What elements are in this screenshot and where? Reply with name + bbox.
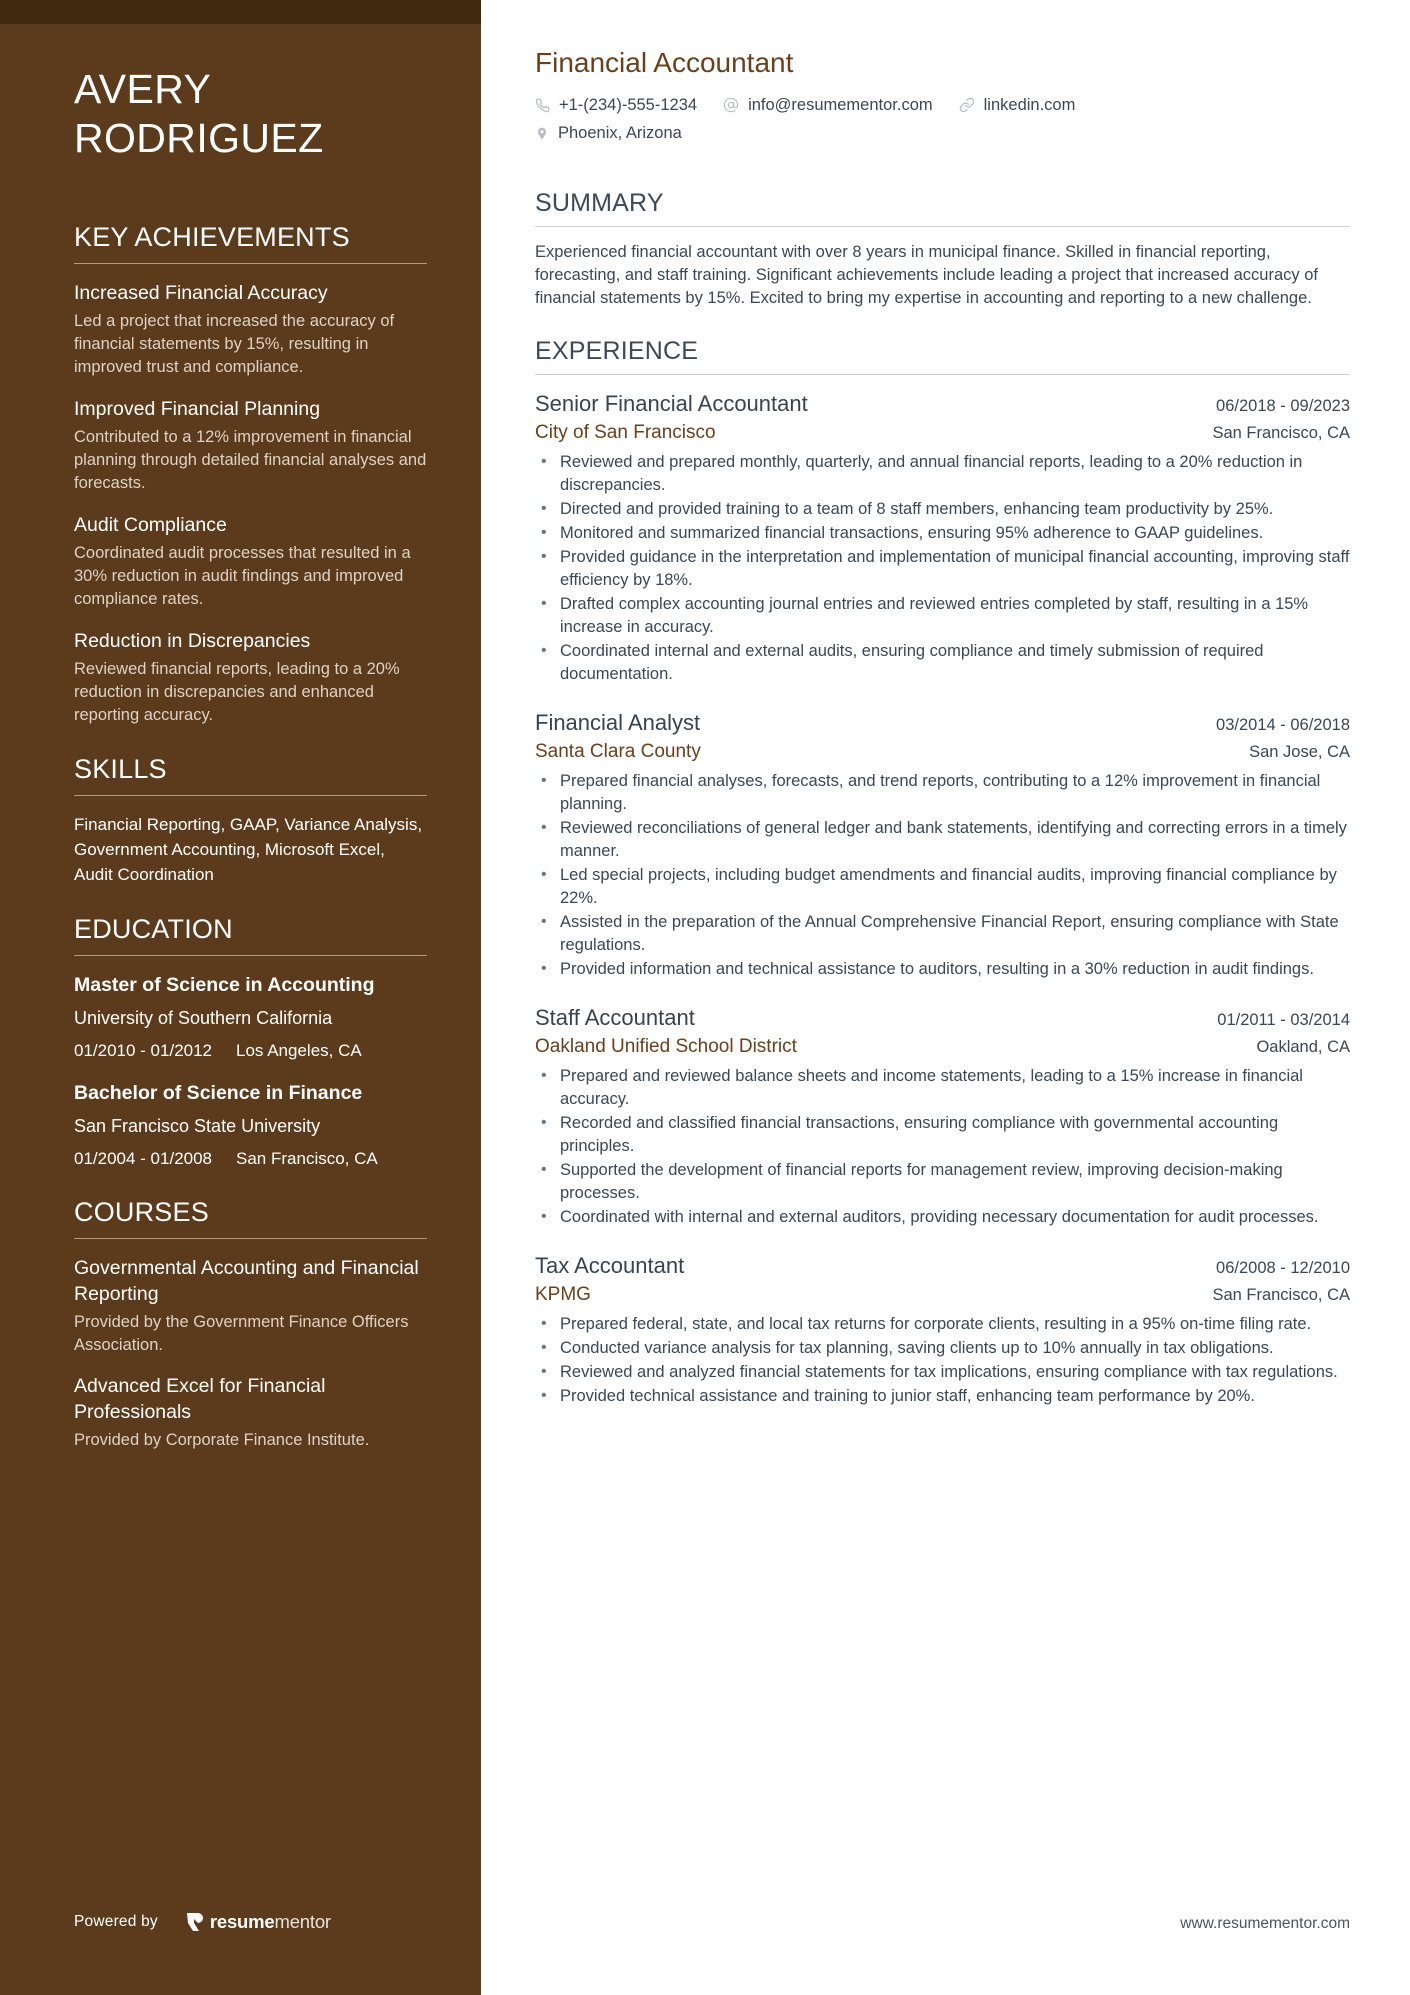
contact-website[interactable] (959, 94, 1076, 116)
education-meta (74, 1040, 427, 1062)
experience-item (535, 1003, 1350, 1229)
education-item (74, 972, 427, 1062)
education-school: San Francisco State University (74, 1116, 321, 1136)
experience-company: KPMG (535, 1284, 591, 1305)
achievement-description: Contributed to a 12% improvement in financial planning through detailed financial analyses and forecasts. (74, 428, 427, 492)
experience-company: City of San Francisco (535, 422, 716, 443)
experience-dates: 06/2018 - 09/2023 (1216, 397, 1350, 415)
contact-info (535, 94, 1350, 144)
education-degree: Master of Science in Accounting (74, 974, 375, 996)
education-section (74, 913, 427, 1170)
education-school: University of Southern California (74, 1008, 333, 1028)
experience-item (535, 389, 1350, 686)
experience-dates: 06/2008 - 12/2010 (1216, 1259, 1350, 1277)
experience-company-row (535, 1281, 1350, 1309)
experience-bullet: • Recorded and classified financial transactions, ensuring compliance with governmental accounting principles. (535, 1112, 1350, 1158)
experience-role: Financial Analyst (535, 710, 701, 735)
experience-company-row (535, 1033, 1350, 1061)
summary-heading: SUMMARY (535, 188, 1350, 227)
achievement-item (74, 512, 427, 611)
experience-item (535, 1251, 1350, 1408)
contact-location-text: Phoenix, Arizona (558, 124, 682, 142)
contact-row-location (535, 122, 1350, 144)
course-description: Provided by Corporate Finance Institute. (74, 1431, 370, 1449)
achievement-item (74, 396, 427, 495)
powered-by-label: Powered by (74, 1913, 158, 1930)
experience-bullet: • Prepared federal, state, and local tax returns for corporate clients, resulting in a 95% on-time filing rate. (535, 1313, 1350, 1336)
summary-text: Experienced financial accountant with over 8 years in municipal finance. Skilled in financial reporting, forecasting, and staff training. Significant achievements include leading a project that increased accuracy of financial statements by 15%. Excited to bring my expertise in accounting and reporting to a new challenge. (535, 243, 1318, 307)
summary-section (535, 188, 1350, 310)
experience-role-row (535, 708, 1350, 738)
resumementor-logo-icon (186, 1912, 204, 1932)
experience-bullet: • Reviewed and prepared monthly, quarterly, and annual financial reports, leading to a 20% reduction in discrepancies. (535, 451, 1350, 497)
experience-bullet: • Coordinated with internal and external auditors, providing necessary documentation for audit processes. (535, 1206, 1350, 1229)
candidate-name (74, 65, 427, 163)
experience-heading: EXPERIENCE (535, 336, 1350, 375)
resumementor-logo (186, 1911, 331, 1933)
contact-row-primary (535, 94, 1350, 116)
contact-email-text: info@resumementor.com (748, 96, 933, 114)
experience-location: San Francisco, CA (1212, 1286, 1350, 1304)
achievement-title: Increased Financial Accuracy (74, 282, 328, 304)
candidate-last-name: RODRIGUEZ (74, 115, 324, 161)
education-heading: EDUCATION (74, 913, 427, 956)
key-achievements-section (74, 221, 427, 727)
course-item (74, 1373, 427, 1452)
experience-bullet: • Provided information and technical assistance to auditors, resulting in a 30% reduction in audit findings. (535, 958, 1350, 981)
achievement-description: Led a project that increased the accuracy of financial statements by 15%, resulting in improved trust and compliance. (74, 312, 395, 376)
contact-phone-text: +1-(234)-555-1234 (559, 96, 698, 114)
course-title: Governmental Accounting and Financial Reporting (74, 1257, 419, 1305)
sidebar (0, 0, 481, 1995)
experience-role-row (535, 1003, 1350, 1033)
resumementor-logo-text (210, 1911, 331, 1933)
achievement-item (74, 280, 427, 379)
map-pin-icon (535, 125, 549, 142)
experience-bullet: • Prepared and reviewed balance sheets and income statements, leading to a 15% increase in financial accuracy. (535, 1065, 1350, 1111)
courses-heading: COURSES (74, 1196, 427, 1239)
experience-location: San Francisco, CA (1212, 424, 1350, 442)
sidebar-footer (74, 1911, 331, 1933)
course-title: Advanced Excel for Financial Professionals (74, 1375, 326, 1423)
achievement-description: Coordinated audit processes that resulted in a 30% reduction in audit findings and improved compliance rates. (74, 544, 411, 608)
experience-section (535, 336, 1350, 1408)
experience-company-row (535, 738, 1350, 766)
experience-location: San Jose, CA (1249, 743, 1350, 761)
at-sign-icon (723, 97, 739, 113)
experience-bullet: • Directed and provided training to a team of 8 staff members, enhancing team productivity by 25%. (535, 498, 1350, 521)
experience-bullet: • Supported the development of financial reports for management review, improving decision-making processes. (535, 1159, 1350, 1205)
experience-bullet: • Monitored and summarized financial transactions, ensuring 95% adherence to GAAP guidelines. (535, 522, 1350, 545)
course-item (74, 1255, 427, 1357)
skills-section (74, 753, 427, 887)
achievement-title: Audit Compliance (74, 514, 227, 536)
achievement-title: Improved Financial Planning (74, 398, 321, 420)
experience-dates: 01/2011 - 03/2014 (1217, 1011, 1350, 1029)
education-item (74, 1080, 427, 1170)
skills-list: Financial Reporting, GAAP, Variance Analysis, Government Accounting, Microsoft Excel, Audit Coordination (74, 815, 423, 884)
course-description: Provided by the Government Finance Officers Association. (74, 1313, 409, 1354)
phone-icon (535, 98, 550, 113)
skills-heading: SKILLS (74, 753, 427, 796)
experience-bullet: • Prepared financial analyses, forecasts, and trend reports, contributing to a 12% improvement in financial planning. (535, 770, 1350, 816)
experience-bullet: • Reviewed and analyzed financial statements for tax implications, ensuring compliance with tax regulations. (535, 1361, 1350, 1384)
link-icon (959, 97, 975, 113)
experience-bullets (535, 770, 1350, 981)
achievement-title: Reduction in Discrepancies (74, 630, 311, 652)
education-dates: 01/2010 - 01/2012 (74, 1041, 213, 1060)
experience-bullet: • Provided guidance in the interpretation and implementation of municipal financial accounting, improving staff efficiency by 18%. (535, 546, 1350, 592)
experience-role-row (535, 389, 1350, 419)
key-achievements-heading: KEY ACHIEVEMENTS (74, 221, 427, 264)
contact-location (535, 122, 682, 144)
education-location: Los Angeles, CA (236, 1041, 362, 1060)
experience-bullet: • Led special projects, including budget amendments and financial audits, improving financial compliance by 22%. (535, 864, 1350, 910)
experience-company-row (535, 419, 1350, 447)
experience-bullet: • Provided technical assistance and training to junior staff, enhancing team performance by 20%. (535, 1385, 1350, 1408)
experience-dates: 03/2014 - 06/2018 (1216, 716, 1350, 734)
experience-bullet: • Assisted in the preparation of the Annual Comprehensive Financial Report, ensuring compliance with State regulations. (535, 911, 1350, 957)
experience-bullet: • Coordinated internal and external audits, ensuring compliance and timely submission of required documentation. (535, 640, 1350, 686)
experience-item (535, 708, 1350, 981)
experience-company: Santa Clara County (535, 741, 701, 762)
experience-bullet: • Reviewed reconciliations of general ledger and bank statements, identifying and correcting errors in a timely manner. (535, 817, 1350, 863)
education-dates: 01/2004 - 01/2008 (74, 1149, 213, 1168)
sidebar-top-accent-bar (0, 0, 481, 24)
job-title: Financial Accountant (535, 47, 794, 78)
main-footer-website: www.resumementor.com (1180, 1915, 1350, 1932)
experience-location: Oakland, CA (1256, 1038, 1350, 1056)
achievement-item (74, 628, 427, 727)
contact-phone[interactable] (535, 94, 697, 116)
logo-light-part: mentor (274, 1911, 331, 1932)
experience-bullets (535, 451, 1350, 686)
education-location: San Francisco, CA (236, 1149, 378, 1168)
experience-bullet: • Drafted complex accounting journal entries and reviewed entries completed by staff, resulting in a 15% increase in accuracy. (535, 593, 1350, 639)
experience-role: Senior Financial Accountant (535, 391, 808, 416)
courses-section (74, 1196, 427, 1452)
experience-role: Staff Accountant (535, 1005, 695, 1030)
achievement-description: Reviewed financial reports, leading to a 20% reduction in discrepancies and enhanced reporting accuracy. (74, 660, 400, 724)
education-degree: Bachelor of Science in Finance (74, 1082, 363, 1104)
experience-bullets (535, 1313, 1350, 1408)
experience-company: Oakland Unified School District (535, 1036, 797, 1057)
main-content (481, 0, 1410, 1995)
contact-website-text: linkedin.com (983, 96, 1076, 114)
experience-role: Tax Accountant (535, 1253, 685, 1278)
contact-email[interactable] (723, 94, 933, 116)
logo-bold-part: resume (209, 1911, 275, 1932)
candidate-first-name: AVERY (74, 66, 212, 112)
experience-bullet: • Conducted variance analysis for tax planning, saving clients up to 10% annually in tax obligations. (535, 1337, 1350, 1360)
experience-bullets (535, 1065, 1350, 1229)
experience-role-row (535, 1251, 1350, 1281)
education-meta (74, 1148, 427, 1170)
